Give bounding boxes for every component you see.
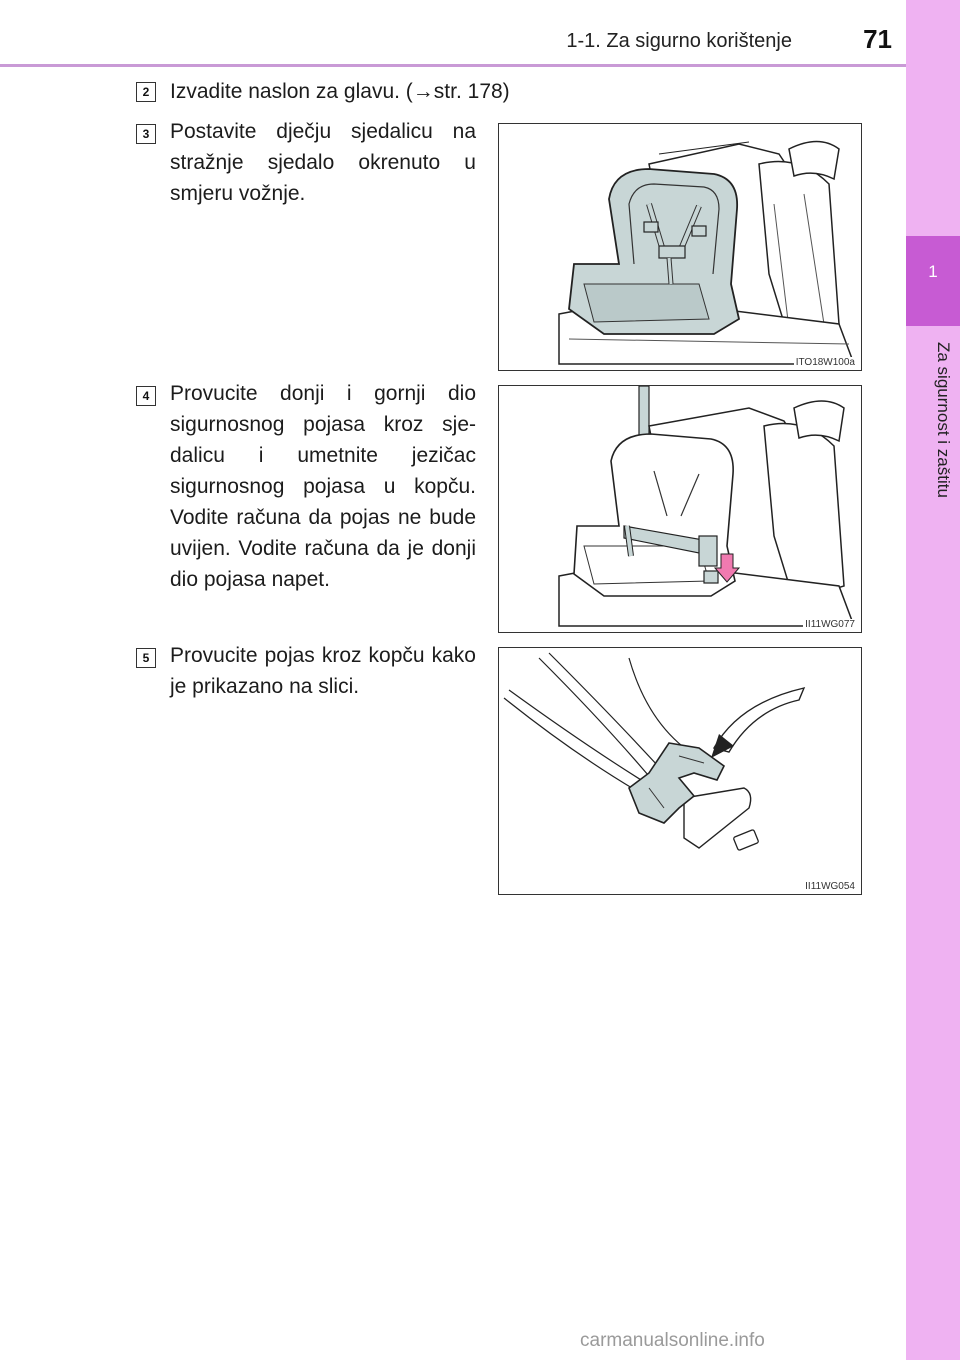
- figure-code: II11WG077: [805, 619, 855, 630]
- watermark[interactable]: carmanualsonline.info: [580, 1330, 765, 1351]
- step-badge-5: 5: [136, 648, 156, 668]
- figure-code: II11WG054: [805, 881, 855, 892]
- step-text-4: Provucite donji i gornji dio sigurnosnog pojasa kroz sje-dalicu i umetnite jezičac sigurnosnog pojasa u kopču. Vodite računa da pojas ne bude uvijen. Vodite računa da je donji dio pojasa napet.: [170, 382, 476, 591]
- chapter-number: 1: [928, 262, 938, 281]
- figure-belt-routing: [498, 385, 862, 633]
- side-tab: [906, 0, 960, 1360]
- page-number: 71: [863, 24, 892, 54]
- step-text-3: Postavite dječju sjedalicu na stražnje sjedalo okrenuto u smjeru vožnje.: [170, 120, 476, 205]
- child-seat-illustration: [499, 124, 861, 370]
- section-title: 1-1. Za sigurno korištenje: [566, 30, 792, 52]
- step-text-2: Izvadite naslon za glavu. (→str. 178): [170, 80, 510, 103]
- figure-child-seat: [498, 123, 862, 371]
- belt-clip-illustration: [499, 648, 861, 894]
- chapter-title: Za sigurnost i zaštitu: [934, 342, 953, 498]
- figure-code: ITO18W100a: [795, 357, 855, 368]
- step-badge-2: 2: [136, 82, 156, 102]
- header-rule: [0, 64, 906, 67]
- belt-routing-illustration: [499, 386, 861, 632]
- step-badge-4: 4: [136, 386, 156, 406]
- step-badge-3: 3: [136, 124, 156, 144]
- figure-belt-clip: [498, 647, 862, 895]
- step-text-5: Provucite pojas kroz kopču kako je prikazano na slici.: [170, 644, 476, 698]
